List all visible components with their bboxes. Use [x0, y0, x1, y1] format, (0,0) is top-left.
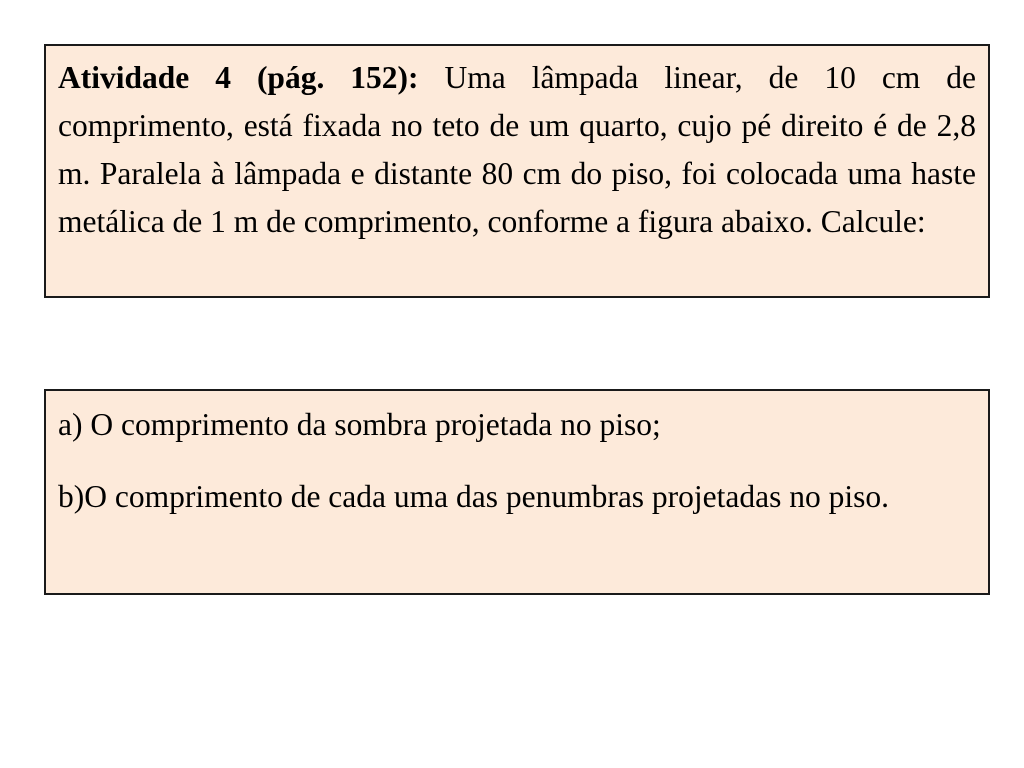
problem-text: Uma lâmpada linear, de 10 cm de comprimento, está fixada no teto de um quarto, cujo pé direito é de 2,8 m. Paralela à lâmpada e distante 80 cm do piso, foi colocada uma haste metálica de 1 m de comprimento, conforme a figura abaixo. Calcule:	[58, 60, 976, 239]
question-b: b)O comprimento de cada uma das penumbras projetadas no piso.	[58, 479, 890, 514]
activity-heading: Atividade 4 (pág. 152):	[58, 60, 419, 95]
question-a: a) O comprimento da sombra projetada no piso;	[58, 407, 661, 442]
problem-statement	[58, 54, 976, 246]
questions-box	[44, 389, 990, 595]
problem-statement-box	[44, 44, 990, 298]
